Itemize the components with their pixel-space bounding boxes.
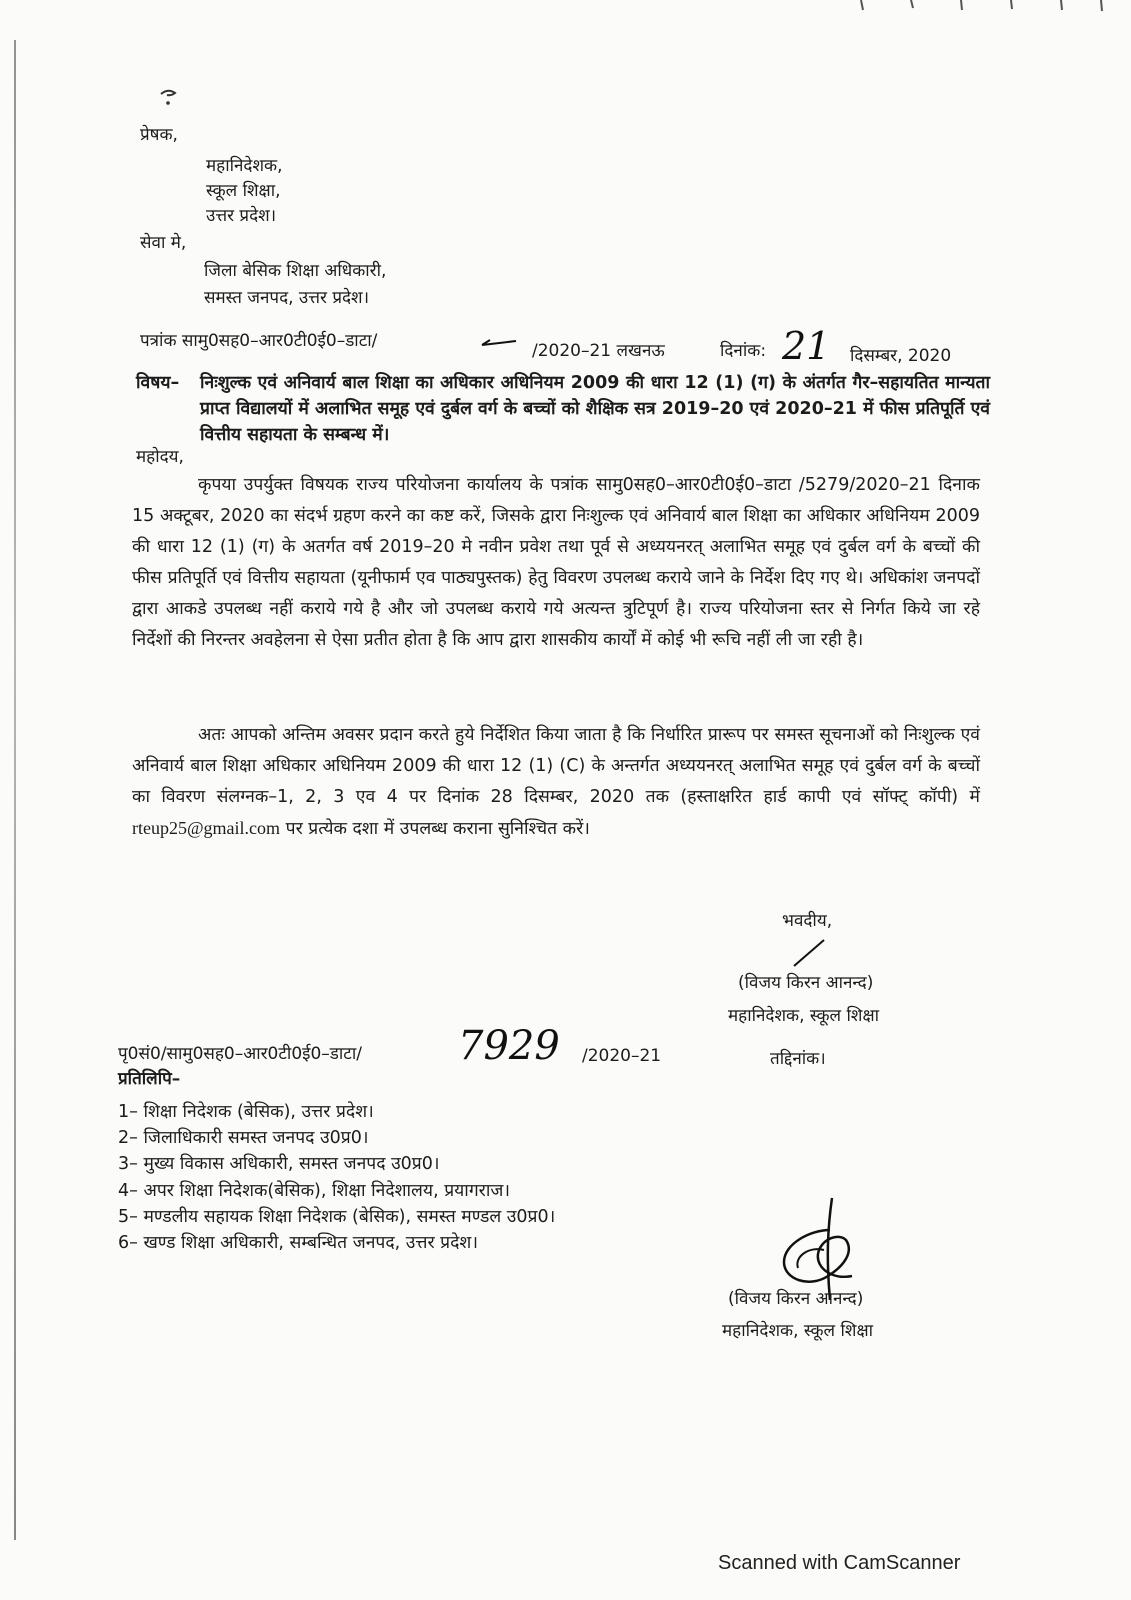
closing-designation: महानिदेशक, स्कूल शिक्षा <box>728 1006 880 1026</box>
email-address: rteup25@gmail.com <box>132 818 281 838</box>
scan-edge-left <box>14 40 16 1540</box>
scan-mark-icon <box>158 86 180 108</box>
subject-text: निःशुल्क एवं अनिवार्य बाल शिक्षा का अधिकार अधिनियम 2009 की धारा 12 (1) (ग) के अंतर्गत गैर–सहायतित मान्यता प्राप्त विद्यालयों में अलाभित समूह एवं दुर्बल वर्ग के बच्चों को शैक्षिक सत्र 2019–20 एवं 2020–21 में फीस प्रतिपूर्ति एवं वित्तीय सहायता के सम्बन्ध में। <box>200 373 990 445</box>
copy-ref-same-date: तद्दिनांक। <box>770 1049 826 1069</box>
ref-date-day-handwritten: 21 <box>782 324 831 368</box>
recipient-line-1: जिला बेसिक शिक्षा अधिकारी, <box>204 261 387 281</box>
cc-item-2: 2– जिलाधिकारी समस्त जनपद उ0प्र0। <box>118 1128 369 1148</box>
salutation: महोदय, <box>136 447 184 467</box>
copy-ref-prefix: पृ0सं0/सामु0सह0–आर0टी0ई0–डाटा/ <box>118 1044 363 1064</box>
cc-item-5: 5– मण्डलीय सहायक शिक्षा निदेशक (बेसिक), समस्त मण्डल उ0प्र0। <box>118 1207 556 1227</box>
copy-ref-year: /2020–21 <box>582 1046 662 1066</box>
camscanner-watermark: Scanned with CamScanner <box>718 1552 961 1574</box>
scan-edge-top <box>851 0 1111 12</box>
recipient-line-2: समस्त जनपद, उत्तर प्रदेश। <box>204 288 370 308</box>
closing-name: (विजय किरन आनन्द) <box>738 973 874 993</box>
sender-line-1: महानिदेशक, <box>206 156 283 176</box>
closing2-name: (विजय किरन आनन्द) <box>728 1289 864 1309</box>
handwritten-dash-icon <box>480 336 520 352</box>
ref-date-month-year: दिसम्बर, 2020 <box>850 346 952 366</box>
body-paragraph-2 <box>132 720 980 845</box>
initial-stroke-icon <box>790 936 830 970</box>
cc-item-1: 1– शिक्षा निदेशक (बेसिक), उत्तर प्रदेश। <box>118 1102 374 1122</box>
body-paragraph-2-start: अतः आपको अन्तिम अवसर प्रदान करते हुये निर्देशित किया जाता है कि निर्धारित प्रारूप पर समस्त सूचनाओं को निःशुल्क एवं अनिवार्य बाल शिक्षा अधिकार अधिनियम 2009 की धारा 12 (1) (C) के अन्तर्गत अध्ययनरत् अलाभित समूह एवं दुर्बल वर्ग के बच्चों का विवरण संलग्नक–1, 2, 3 एव 4 पर दिनांक 28 दिसम्बर, 2020 तक (हस्ताक्षरित हार्ड कापी एवं सॉफ्ट् कॉपी) में <box>132 725 980 807</box>
cc-item-6: 6– खण्ड शिक्षा अधिकारी, सम्बन्धित जनपद, उत्तर प्रदेश। <box>118 1233 478 1253</box>
ref-year-place: /2020–21 लखनऊ <box>532 341 665 361</box>
cc-item-3: 3– मुख्य विकास अधिकारी, समस्त जनपद उ0प्र0। <box>118 1154 440 1174</box>
body-paragraph-2-end: पर प्रत्येक दशा में उपलब्ध कराना सुनिश्चित करें। <box>285 819 590 839</box>
subject-label: विषय– <box>136 373 180 393</box>
closing2-designation: महानिदेशक, स्कूल शिक्षा <box>722 1321 874 1341</box>
sender-line-2: स्कूल शिक्षा, <box>206 181 281 201</box>
closing-yours: भवदीय, <box>782 911 833 931</box>
cc-item-4: 4– अपर शिक्षा निदेशक(बेसिक), शिक्षा निदेशालय, प्रयागराज। <box>118 1181 510 1201</box>
recipient-label: सेवा मे, <box>140 233 187 253</box>
ref-prefix: पत्रांक सामु0सह0–आर0टी0ई0–डाटा/ <box>140 331 378 351</box>
sender-line-3: उत्तर प्रदेश। <box>206 206 277 226</box>
body-paragraph-1: कृपया उपर्युक्त विषयक राज्य परियोजना कार्यालय के पत्रांक सामु0सह0–आर0टी0ई0–डाटा /5279/2020–21 दिनाक 15 अक्टूबर, 2020 का संदर्भ ग्रहण करने का कष्ट करें, जिसके द्वारा निःशुल्क एवं अनिवार्य बाल शिक्षा का अधिकार अधिनियम 2009 की धारा 12 (1) (ग) के अतर्गत वर्ष 2019–20 मे नवीन प्रवेश तथा पूर्व से अध्ययनरत् अलाभित समूह एवं दुर्बल वर्ग के बच्चों की फीस प्रतिपूर्ति एवं वित्तीय सहायता (यूनीफार्म एव पाठ्यपुस्तक) हेतु विवरण उपलब्ध कराये जाने के निर्देश दिए गए थे। अधिकांश जनपदों द्वारा आकडे उपलब्ध नहीं कराये गये है और जो उपलब्ध कराये गये अत्यन्त त्रुटिपूर्ण है। राज्य परियोजना स्तर से निर्गत किये जा रहे निर्देशों की निरन्तर अवहेलना से ऐसा प्रतीत होता है कि आप द्वारा शासकीय कार्यों में कोई भी रूचि नहीं ली जा रही है। <box>132 475 980 650</box>
copy-ref-number-handwritten: 7929 <box>458 1023 560 1069</box>
sender-label: प्रेषक, <box>140 125 178 145</box>
copy-label: प्रतिलिपि– <box>118 1069 181 1089</box>
ref-date-label: दिनांक: <box>720 341 767 361</box>
